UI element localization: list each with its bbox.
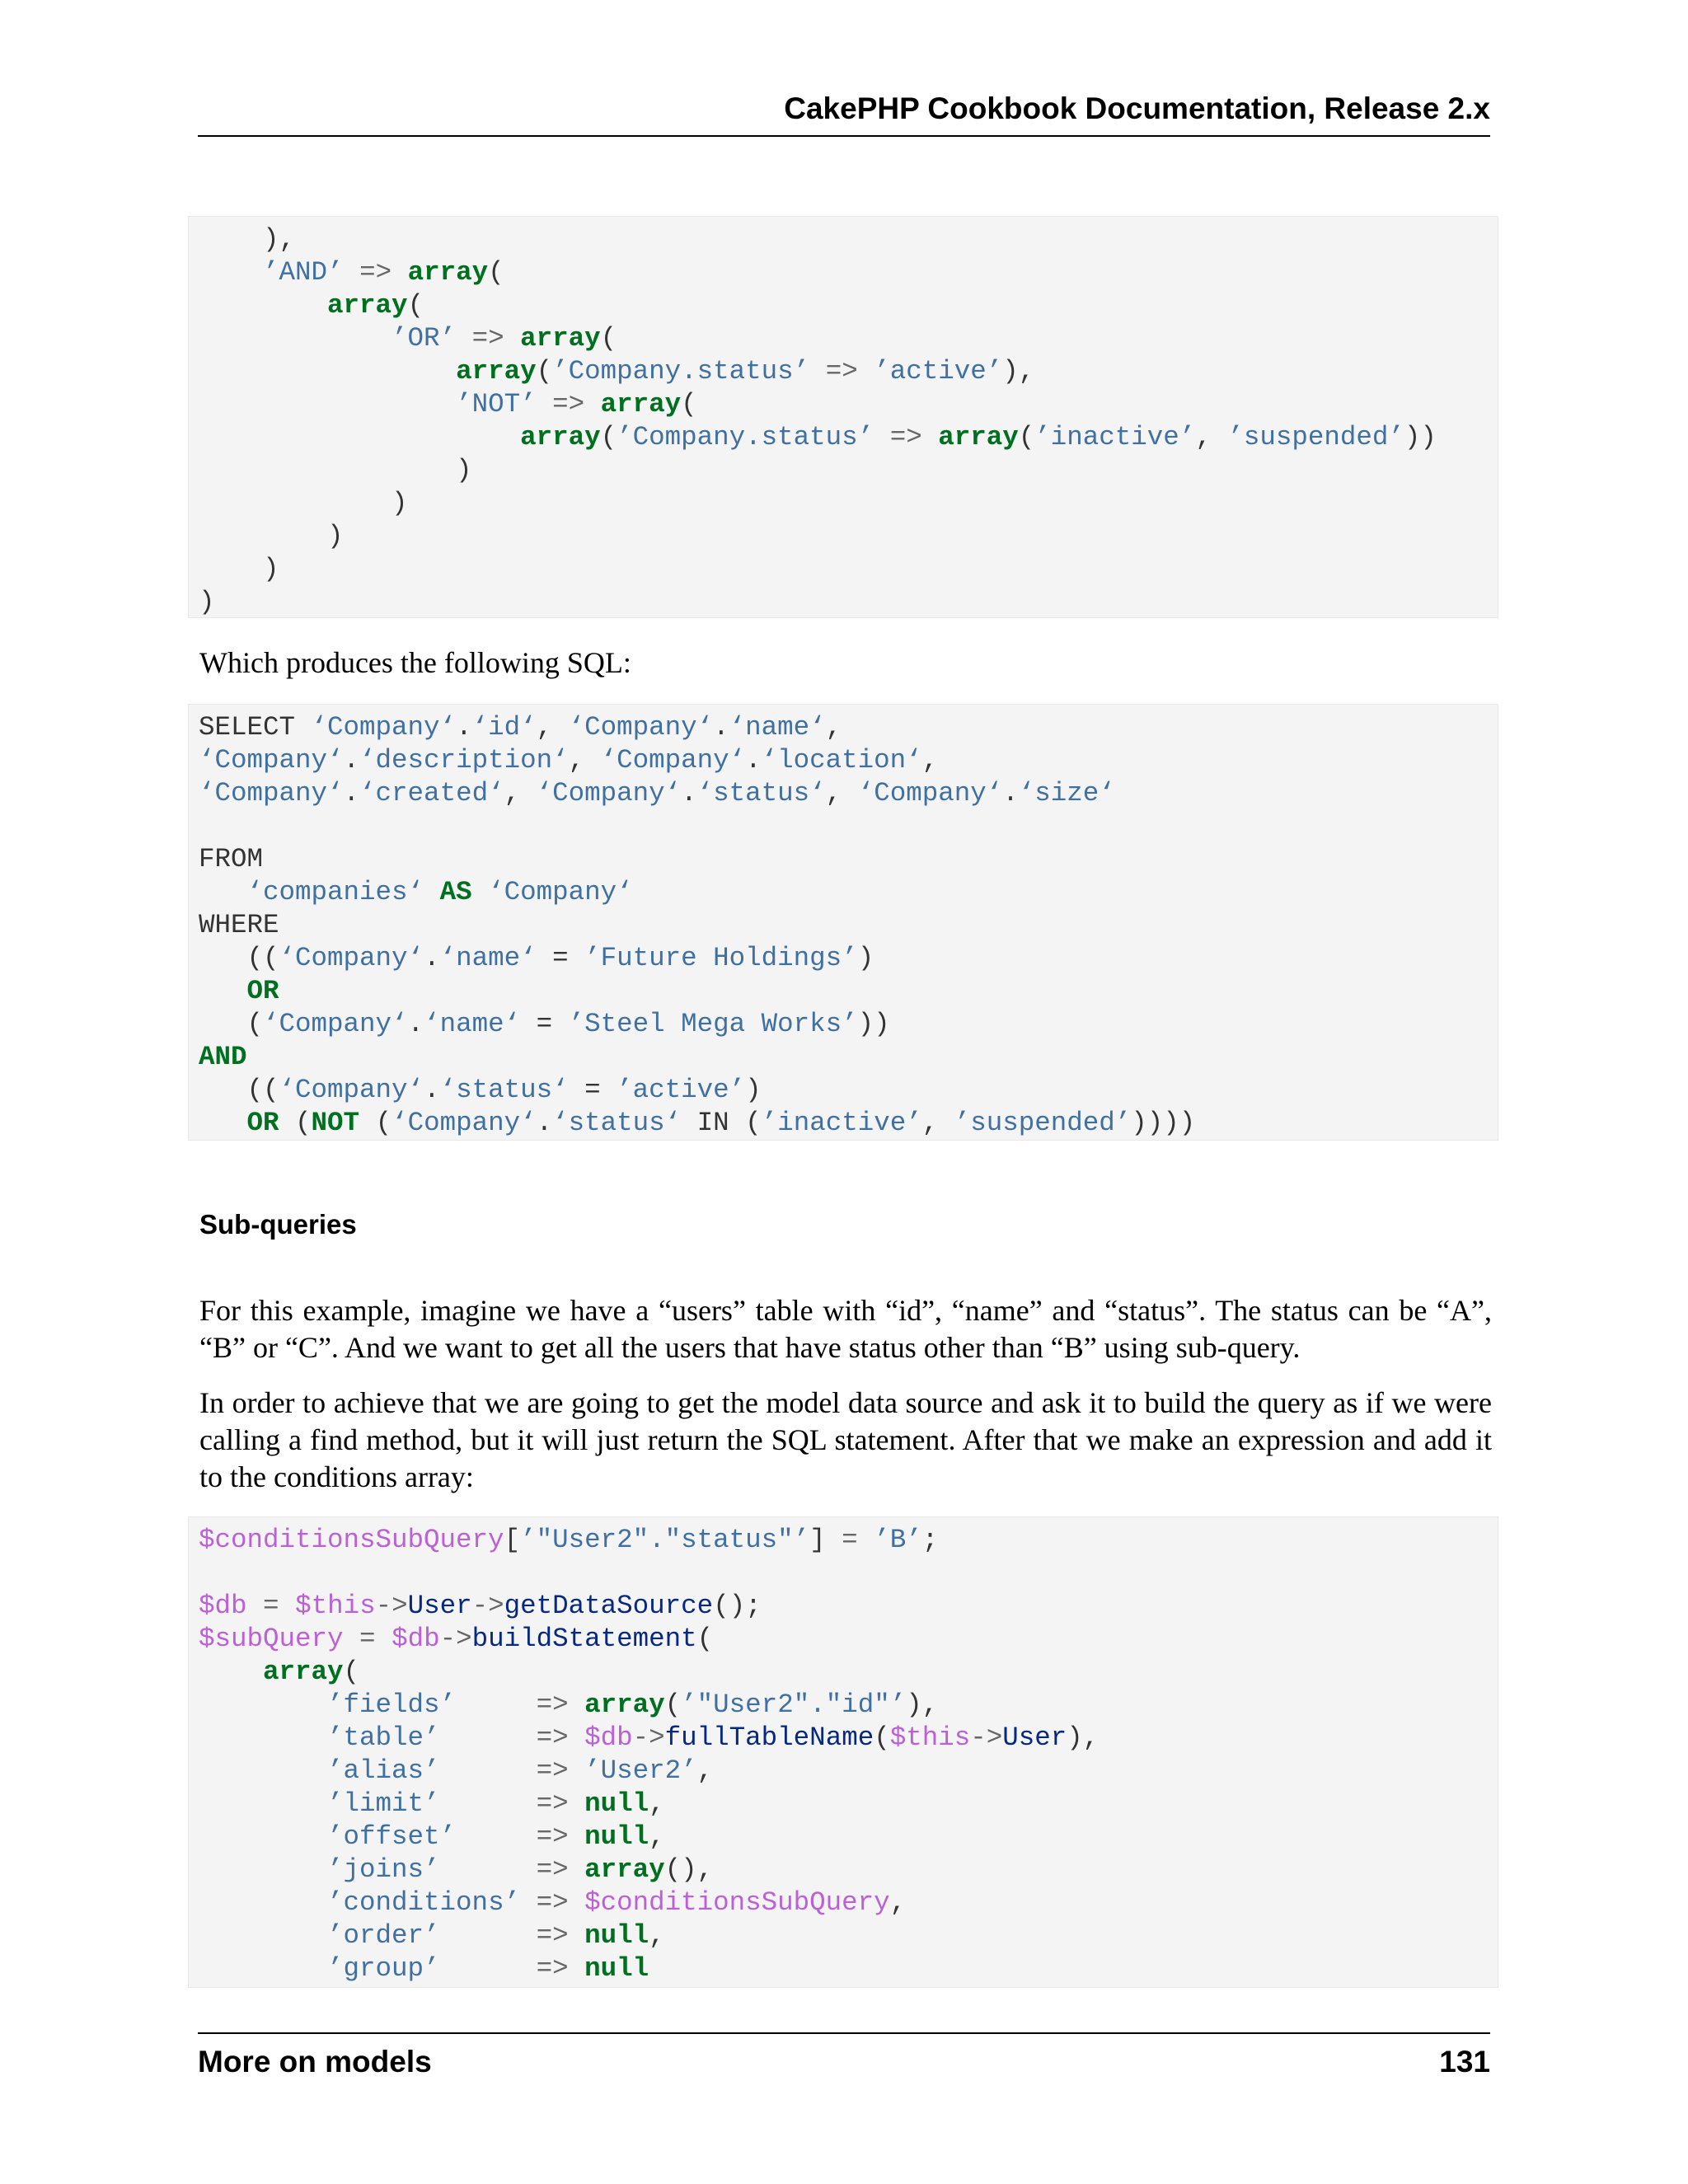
code-string: ‘Company‘ <box>857 778 1003 808</box>
code-text: ) <box>745 1075 762 1105</box>
code-text <box>569 1920 585 1951</box>
code-line <box>199 289 1498 322</box>
code-string: ’limit’ <box>327 1788 440 1819</box>
code-text <box>456 1690 537 1720</box>
code-string: ‘Company‘ <box>568 712 714 743</box>
code-block-conditions <box>188 216 1498 618</box>
code-text: = <box>536 943 585 973</box>
code-text <box>199 1108 247 1138</box>
code-string: ’suspended’ <box>954 1108 1132 1138</box>
code-variable: $this <box>889 1722 971 1753</box>
code-text <box>199 1788 327 1819</box>
code-text <box>199 356 456 387</box>
code-text: ( <box>600 422 617 452</box>
code-text: ( <box>359 1108 392 1138</box>
code-text <box>344 257 360 288</box>
code-operator: -> <box>439 1624 472 1654</box>
code-string: ’suspended’ <box>1227 422 1404 452</box>
code-text <box>199 1755 327 1786</box>
code-text: , <box>504 778 537 808</box>
code-text: ( <box>407 290 424 321</box>
code-function: fullTableName <box>664 1722 874 1753</box>
code-text <box>440 1788 537 1819</box>
code-line <box>199 975 1498 1008</box>
code-string: ‘Company‘ <box>600 745 746 776</box>
code-variable: $conditionsSubQuery <box>199 1525 504 1555</box>
code-text: )) <box>1404 422 1437 452</box>
code-line <box>199 1821 1498 1854</box>
code-string: ’AND’ <box>263 257 344 288</box>
code-line <box>199 1689 1498 1722</box>
code-text: , <box>649 1788 665 1819</box>
code-text: , <box>1195 422 1228 452</box>
paragraph-subquery-intro: For this example, imagine we have a “users” table with “id”, “name” and “status”. The status can be “A”, “B” or “C”. And we want to get all the users that have status other than “B” using sub-query. <box>199 1294 1492 1364</box>
code-text <box>922 422 939 452</box>
code-text <box>199 877 247 907</box>
code-text <box>569 1953 585 1984</box>
code-keyword: array <box>456 356 537 387</box>
code-text <box>440 1755 537 1786</box>
code-text: ) <box>857 943 874 973</box>
code-text: ), <box>1067 1722 1100 1753</box>
code-operator: => <box>536 1920 569 1951</box>
code-string: ‘Company‘ <box>392 1108 537 1138</box>
code-text: (( <box>199 943 279 973</box>
code-string: ’"User2"."status"’ <box>520 1525 810 1555</box>
code-text: ), <box>906 1690 939 1720</box>
code-text: ( <box>488 257 504 288</box>
code-function: buildStatement <box>471 1624 697 1654</box>
code-string: ’order’ <box>327 1920 440 1951</box>
code-text <box>199 323 392 354</box>
code-line <box>199 1952 1498 1985</box>
code-string: ‘Company‘ <box>488 877 633 907</box>
code-string: ’active’ <box>874 356 1003 387</box>
code-text <box>199 290 327 321</box>
code-line <box>199 843 1498 876</box>
code-function: getDataSource <box>504 1591 714 1621</box>
code-text <box>440 1920 537 1951</box>
code-line <box>199 1107 1498 1140</box>
code-text: , <box>921 745 939 776</box>
code-text <box>569 1887 585 1918</box>
code-string: ’User2’ <box>584 1755 697 1786</box>
code-block-sql <box>188 704 1498 1141</box>
code-text: , <box>696 1755 714 1786</box>
code-text: . <box>424 943 440 973</box>
code-text <box>424 877 440 907</box>
code-line <box>199 322 1498 355</box>
code-text: , <box>825 712 842 743</box>
code-string: ’fields’ <box>327 1690 457 1720</box>
code-keyword: OR <box>246 1108 279 1138</box>
code-variable: $db <box>392 1624 440 1654</box>
code-line <box>199 487 1498 520</box>
code-keyword: NOT <box>311 1108 360 1138</box>
code-operator: -> <box>471 1591 504 1621</box>
code-text <box>858 1525 874 1555</box>
code-text: ) <box>199 455 472 485</box>
code-text <box>504 323 521 354</box>
code-keyword: array <box>520 422 601 452</box>
code-text: (), <box>664 1854 714 1885</box>
code-line <box>199 586 1498 618</box>
code-function: User <box>407 1591 472 1621</box>
code-string: ’active’ <box>617 1075 746 1105</box>
code-text: . <box>424 1075 440 1105</box>
code-block-subquery <box>188 1516 1498 1988</box>
code-text <box>199 1821 327 1852</box>
code-text: , <box>649 1920 665 1951</box>
code-operator: = <box>263 1591 279 1621</box>
code-text: ) <box>199 488 408 518</box>
code-text: . <box>456 712 472 743</box>
code-keyword: array <box>938 422 1019 452</box>
code-line <box>199 553 1498 586</box>
code-text: ; <box>921 1525 939 1555</box>
code-operator: => <box>536 1755 569 1786</box>
code-keyword: null <box>584 1821 649 1852</box>
code-text: ) <box>199 587 215 617</box>
code-keyword: null <box>584 1788 649 1819</box>
code-string: ‘status‘ <box>552 1108 682 1138</box>
code-variable: $db <box>199 1591 247 1621</box>
code-line <box>199 256 1498 289</box>
code-line <box>199 1886 1498 1919</box>
code-string: ‘Company‘ <box>199 778 344 808</box>
code-text <box>569 1788 585 1819</box>
page-footer <box>198 2032 1490 2083</box>
code-text: ( <box>199 1009 264 1039</box>
code-operator: => <box>536 1887 569 1918</box>
code-line <box>199 876 1498 909</box>
code-text <box>376 1624 392 1654</box>
code-text <box>199 1920 327 1951</box>
code-text: . <box>681 778 697 808</box>
code-string: ’Company.status’ <box>617 422 874 452</box>
code-text: (( <box>199 1075 279 1105</box>
code-operator: => <box>536 1854 569 1885</box>
code-text: IN ( <box>681 1108 762 1138</box>
code-string: ‘name‘ <box>424 1009 521 1039</box>
code-text: . <box>1002 778 1019 808</box>
code-string: ‘Company‘ <box>536 778 682 808</box>
code-text: ( <box>696 1624 714 1654</box>
code-string: ‘Company‘ <box>199 745 344 776</box>
section-heading-subqueries: Sub-queries <box>199 1209 357 1240</box>
code-text <box>472 877 489 907</box>
code-keyword: AND <box>199 1042 247 1072</box>
code-operator: -> <box>970 1722 1003 1753</box>
code-keyword: array <box>407 257 489 288</box>
code-text <box>440 1953 537 1984</box>
code-text: = <box>520 1009 569 1039</box>
code-line <box>199 711 1498 744</box>
code-operator: -> <box>375 1591 408 1621</box>
code-text: ), <box>199 224 296 255</box>
code-variable: $conditionsSubQuery <box>584 1887 890 1918</box>
code-line <box>199 810 1498 843</box>
code-operator: -> <box>632 1722 665 1753</box>
code-line <box>199 223 1498 256</box>
code-line <box>199 1557 1498 1590</box>
code-operator: => <box>536 1690 569 1720</box>
code-operator: => <box>536 1953 569 1984</box>
code-text <box>874 422 890 452</box>
code-text <box>456 1821 537 1852</box>
code-line <box>199 1854 1498 1886</box>
code-line <box>199 1755 1498 1788</box>
code-string: ’conditions’ <box>327 1887 521 1918</box>
code-text: . <box>343 778 360 808</box>
code-text: )))) <box>1131 1108 1196 1138</box>
code-string: ‘Company‘ <box>279 943 424 973</box>
code-text: , <box>649 1821 665 1852</box>
code-string: ’table’ <box>327 1722 440 1753</box>
code-text <box>199 1722 327 1753</box>
code-text: . <box>745 745 762 776</box>
code-text <box>199 1887 327 1918</box>
code-line <box>199 1074 1498 1107</box>
code-keyword: array <box>327 290 408 321</box>
code-operator: => <box>825 356 858 387</box>
code-text: SELECT <box>199 712 312 743</box>
code-text: ) <box>199 554 279 584</box>
code-string: ’"User2"."id"’ <box>681 1690 907 1720</box>
code-string: ’joins’ <box>327 1854 440 1885</box>
code-text <box>569 1854 585 1885</box>
document-title: CakePHP Cookbook Documentation, Release 2.x <box>784 91 1490 125</box>
code-string: ’B’ <box>874 1525 922 1555</box>
code-text: ( <box>874 1722 890 1753</box>
code-text: , <box>536 712 569 743</box>
code-text <box>520 1887 537 1918</box>
code-operator: = <box>359 1624 376 1654</box>
code-function: User <box>1002 1722 1067 1753</box>
code-text <box>569 1690 585 1720</box>
code-keyword: AS <box>439 877 472 907</box>
code-keyword: null <box>584 1953 649 1984</box>
page-header <box>198 89 1490 137</box>
code-string: ’Future Holdings’ <box>584 943 858 973</box>
code-string: ‘id‘ <box>471 712 537 743</box>
code-string: ‘status‘ <box>696 778 826 808</box>
code-line <box>199 744 1498 777</box>
code-text <box>199 1854 327 1885</box>
code-text <box>247 1591 264 1621</box>
code-text <box>279 1591 296 1621</box>
code-string: ‘Company‘ <box>279 1075 424 1105</box>
code-string: ’Steel Mega Works’ <box>568 1009 858 1039</box>
code-line <box>199 777 1498 810</box>
code-text: . <box>407 1009 424 1039</box>
code-string: ‘status‘ <box>439 1075 569 1105</box>
code-string: ’Company.status’ <box>552 356 810 387</box>
code-text: , <box>568 745 601 776</box>
code-text <box>456 323 472 354</box>
code-text: = <box>568 1075 617 1105</box>
code-line <box>199 1722 1498 1755</box>
code-operator: => <box>889 422 922 452</box>
code-string: ’group’ <box>327 1953 440 1984</box>
code-keyword: OR <box>246 976 279 1006</box>
code-text: [ <box>504 1525 521 1555</box>
code-line <box>199 355 1498 388</box>
code-line <box>199 1788 1498 1821</box>
paragraph-subquery-approach: In order to achieve that we are going to get the model data source and ask it to build the query as if we were calling a find method, but it will just return the SQL statement. After that we make an expression and add it to the conditions array: <box>199 1386 1492 1493</box>
code-string: ’OR’ <box>392 323 457 354</box>
code-line <box>199 1008 1498 1041</box>
code-text <box>199 422 520 452</box>
code-text: ), <box>1002 356 1035 387</box>
code-line <box>199 1590 1498 1623</box>
code-variable: $this <box>295 1591 376 1621</box>
code-text <box>569 1755 585 1786</box>
footer-section-title: More on models <box>198 2045 432 2079</box>
code-text <box>440 1854 537 1885</box>
code-keyword: array <box>263 1657 344 1687</box>
code-line <box>199 909 1498 942</box>
code-text <box>344 1624 360 1654</box>
code-text <box>809 356 826 387</box>
code-text <box>199 1953 327 1984</box>
code-text <box>537 389 553 419</box>
code-text: . <box>343 745 360 776</box>
code-operator: => <box>471 323 504 354</box>
code-line <box>199 421 1498 454</box>
code-string: ’offset’ <box>327 1821 457 1852</box>
code-variable: $db <box>584 1722 633 1753</box>
code-operator: = <box>842 1525 858 1555</box>
code-line <box>199 1524 1498 1557</box>
code-line <box>199 942 1498 975</box>
code-text <box>199 1690 327 1720</box>
code-text <box>199 257 263 288</box>
code-text: . <box>536 1108 553 1138</box>
code-string: ’inactive’ <box>1034 422 1196 452</box>
code-string: ‘size‘ <box>1018 778 1115 808</box>
code-keyword: array <box>584 1690 665 1720</box>
code-keyword: array <box>584 1854 665 1885</box>
code-text: ( <box>600 323 617 354</box>
code-line <box>199 1656 1498 1689</box>
code-string: ’NOT’ <box>456 389 537 419</box>
code-operator: => <box>536 1821 569 1852</box>
code-text: ( <box>1018 422 1035 452</box>
code-string: ’inactive’ <box>761 1108 922 1138</box>
code-text: (); <box>713 1591 762 1621</box>
code-line <box>199 454 1498 487</box>
code-text: ( <box>279 1108 312 1138</box>
code-text: )) <box>857 1009 890 1039</box>
page-number: 131 <box>1439 2045 1490 2079</box>
code-text: . <box>713 712 729 743</box>
code-text <box>199 1657 263 1687</box>
code-text <box>440 1722 537 1753</box>
code-text: ] <box>809 1525 842 1555</box>
code-operator: => <box>552 389 585 419</box>
code-text <box>858 356 874 387</box>
code-string: ‘Company‘ <box>311 712 457 743</box>
code-text: ( <box>664 1690 682 1720</box>
code-text: , <box>825 778 858 808</box>
code-text: ( <box>681 389 697 419</box>
code-line <box>199 388 1498 421</box>
code-string: ‘Company‘ <box>263 1009 408 1039</box>
produces-sql-text: Which produces the following SQL: <box>199 646 631 679</box>
code-line <box>199 1041 1498 1074</box>
code-variable: $subQuery <box>199 1624 344 1654</box>
code-operator: => <box>536 1788 569 1819</box>
code-text: ( <box>536 356 553 387</box>
code-operator: => <box>536 1722 569 1753</box>
code-string: ‘name‘ <box>729 712 826 743</box>
code-text: , <box>889 1887 907 1918</box>
code-string: ’alias’ <box>327 1755 440 1786</box>
code-operator: => <box>359 257 392 288</box>
code-string: ‘created‘ <box>359 778 504 808</box>
code-text: WHERE <box>199 910 279 940</box>
code-text: , <box>921 1108 954 1138</box>
code-line <box>199 1919 1498 1952</box>
code-keyword: null <box>584 1920 649 1951</box>
code-line <box>199 520 1498 553</box>
code-text: FROM <box>199 844 264 874</box>
code-keyword: array <box>520 323 601 354</box>
code-text <box>392 257 408 288</box>
code-text <box>584 389 601 419</box>
code-text <box>569 1821 585 1852</box>
code-text: ( <box>343 1657 360 1687</box>
code-text: ) <box>199 521 344 551</box>
code-text <box>199 389 456 419</box>
code-string: ‘location‘ <box>761 745 922 776</box>
code-string: ‘name‘ <box>439 943 537 973</box>
code-text <box>569 1722 585 1753</box>
code-line <box>199 1623 1498 1656</box>
code-string: ‘companies‘ <box>246 877 424 907</box>
code-text <box>199 976 247 1006</box>
code-keyword: array <box>600 389 682 419</box>
code-string: ‘description‘ <box>359 745 569 776</box>
